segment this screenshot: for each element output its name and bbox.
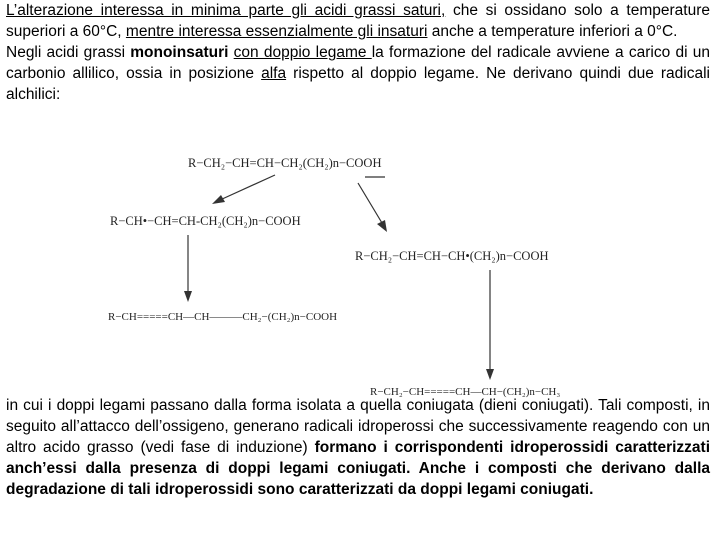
arrow-left-down: [184, 235, 192, 302]
text-run: anche a temperature inferiori a 0°C.: [427, 23, 678, 40]
text-run: con doppio legame: [233, 44, 372, 61]
formula-left-product: R−CH=====CH—CH———CH₂−(CH₂)n−COOH: [108, 311, 338, 323]
text-run: mentre interessa essenzialmente gli insaturi: [125, 23, 428, 40]
paragraph-saturated: [6, 0, 710, 105]
text-run: L’alterazione interessa in minima parte gli acidi grassi saturi,: [6, 2, 446, 19]
text-run: monoinsaturi: [130, 44, 234, 61]
text-run: la formazione del radicale avviene a carico di un carbonio allilico, ossia in posizione: [6, 44, 710, 82]
text-run: Negli acidi grassi: [6, 44, 131, 61]
arrow-top-to-right: [358, 177, 387, 232]
formula-right-radical: R−CH₂−CH=CH−CH•(CH₂)n−COOH: [355, 249, 549, 263]
text-run: Tali composti, in seguito all’attacco dell’ossigeno, generano radicali idroperossi che successivamente reagendo con un altro acido grasso (vedi fase di induzione): [6, 397, 710, 456]
arrow-right-down: [486, 270, 494, 380]
text-run: alfa: [261, 65, 287, 82]
text-run: che si ossidano solo a temperature superiori a 60°C,: [6, 2, 710, 40]
text-run: formano i corrispondenti idroperossidi caratterizzati anch’essi dalla presenza di doppi legami coniugati. Anche i composti che derivano dalla degradazione di tali idroperossidi sono caratterizzati da doppi legami coniugati.: [6, 439, 710, 498]
formula-top: R−CH₂−CH=CH−CH₂(CH₂)n−COOH: [188, 156, 382, 170]
formula-left-radical: R−CH•−CH=CH-CH₂(CH₂)n−COOH: [110, 214, 301, 228]
arrow-top-to-left: [212, 175, 275, 204]
paragraph-conjugated: [6, 395, 710, 500]
reaction-scheme: [100, 145, 600, 400]
text-run: rispetto al doppio legame. Ne derivano quindi due radicali alchilici:: [6, 65, 710, 103]
text-run: in cui i doppi legami passano dalla forma isolata a quella coniugata (dieni coniugati).: [6, 397, 594, 414]
formula-right-product: R−CH₂−CH=====CH—CH−(CH₂)n−CH₃: [370, 386, 561, 398]
